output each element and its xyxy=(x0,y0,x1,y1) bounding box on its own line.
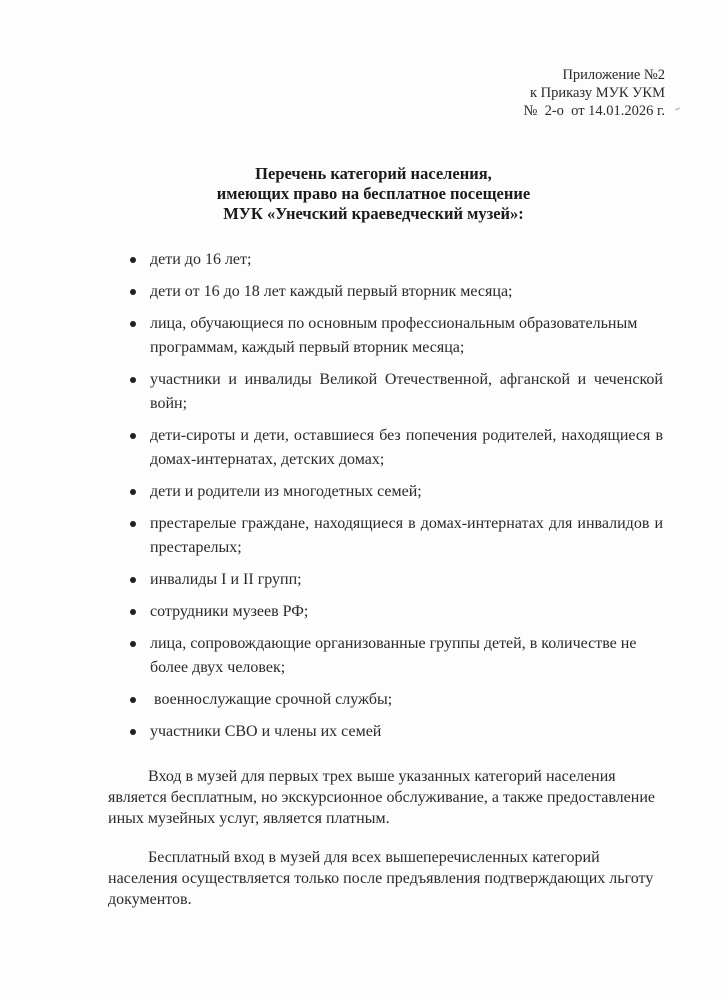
document-title xyxy=(0,164,727,224)
bullet-icon xyxy=(130,377,136,383)
title-line-3: МУК «Унечский краеведческий музей»: xyxy=(223,204,524,223)
bullet-icon xyxy=(130,433,136,439)
scan-artifact xyxy=(675,107,680,111)
list-item-text: дети-сироты и дети, оставшиеся без попечения родителей, находящиеся в домах-интернатах, детских домах; xyxy=(150,427,663,468)
categories-list xyxy=(128,248,663,744)
appendix-header xyxy=(524,66,666,120)
list-item xyxy=(128,312,663,360)
list-item xyxy=(128,280,663,304)
list-item-text: дети и родители из многодетных семей; xyxy=(150,483,422,500)
appendix-order-date: № 2-о от 14.01.2026 г. xyxy=(523,103,665,119)
bullet-icon xyxy=(130,697,136,703)
list-item-text: военнослужащие срочной службы; xyxy=(150,691,393,708)
list-item-text: престарелые граждане, находящиеся в домах-интернатах для инвалидов и престарелых; xyxy=(150,515,663,556)
appendix-number: Приложение №2 xyxy=(562,67,665,83)
list-item-text: участники СВО и члены их семей xyxy=(150,723,382,740)
bullet-icon xyxy=(130,321,136,327)
bullet-icon xyxy=(130,521,136,527)
list-item xyxy=(128,248,663,272)
list-item xyxy=(128,720,663,744)
list-item-text: инвалиды I и II групп; xyxy=(150,571,302,588)
title-line-1: Перечень категорий населения, xyxy=(255,164,492,183)
list-item-text: сотрудники музеев РФ; xyxy=(150,603,309,620)
list-item xyxy=(128,480,663,504)
list-item xyxy=(128,600,663,624)
bullet-icon xyxy=(130,729,136,735)
list-item xyxy=(128,688,663,712)
bullet-icon xyxy=(130,641,136,647)
list-item-text: дети до 16 лет; xyxy=(150,251,252,268)
list-item xyxy=(128,632,663,680)
bullet-icon xyxy=(130,257,136,263)
list-item xyxy=(128,368,663,416)
list-item-text: участники и инвалиды Великой Отечественной, афганской и чеченской войн; xyxy=(150,371,663,412)
list-item-text: лица, сопровождающие организованные группы детей, в количестве не более двух человек; xyxy=(150,635,637,676)
bullet-icon xyxy=(130,609,136,615)
list-item-text: дети от 16 до 18 лет каждый первый вторник месяца; xyxy=(150,283,513,300)
list-item-text: лица, обучающиеся по основным профессиональным образовательным программам, каждый первый вторник месяца; xyxy=(150,315,638,356)
note-paragraph-paid-services: Вход в музей для первых трех выше указанных категорий населения является бесплатным, но экскурсионное обслуживание, а также предоставление иных музейных услуг, является платным. xyxy=(108,768,655,827)
appendix-order-ref: к Приказу МУК УКМ xyxy=(530,85,665,101)
list-item xyxy=(128,424,663,472)
list-item xyxy=(128,568,663,592)
note-paragraph-documents: Бесплатный вход в музей для всех вышеперечисленных категорий населения осуществляется только после предъявления подтверждающих льготу документов. xyxy=(108,849,654,908)
bullet-icon xyxy=(130,489,136,495)
title-line-2: имеющих право на бесплатное посещение xyxy=(216,184,531,203)
bullet-icon xyxy=(130,289,136,295)
list-item xyxy=(128,512,663,560)
bullet-icon xyxy=(130,577,136,583)
